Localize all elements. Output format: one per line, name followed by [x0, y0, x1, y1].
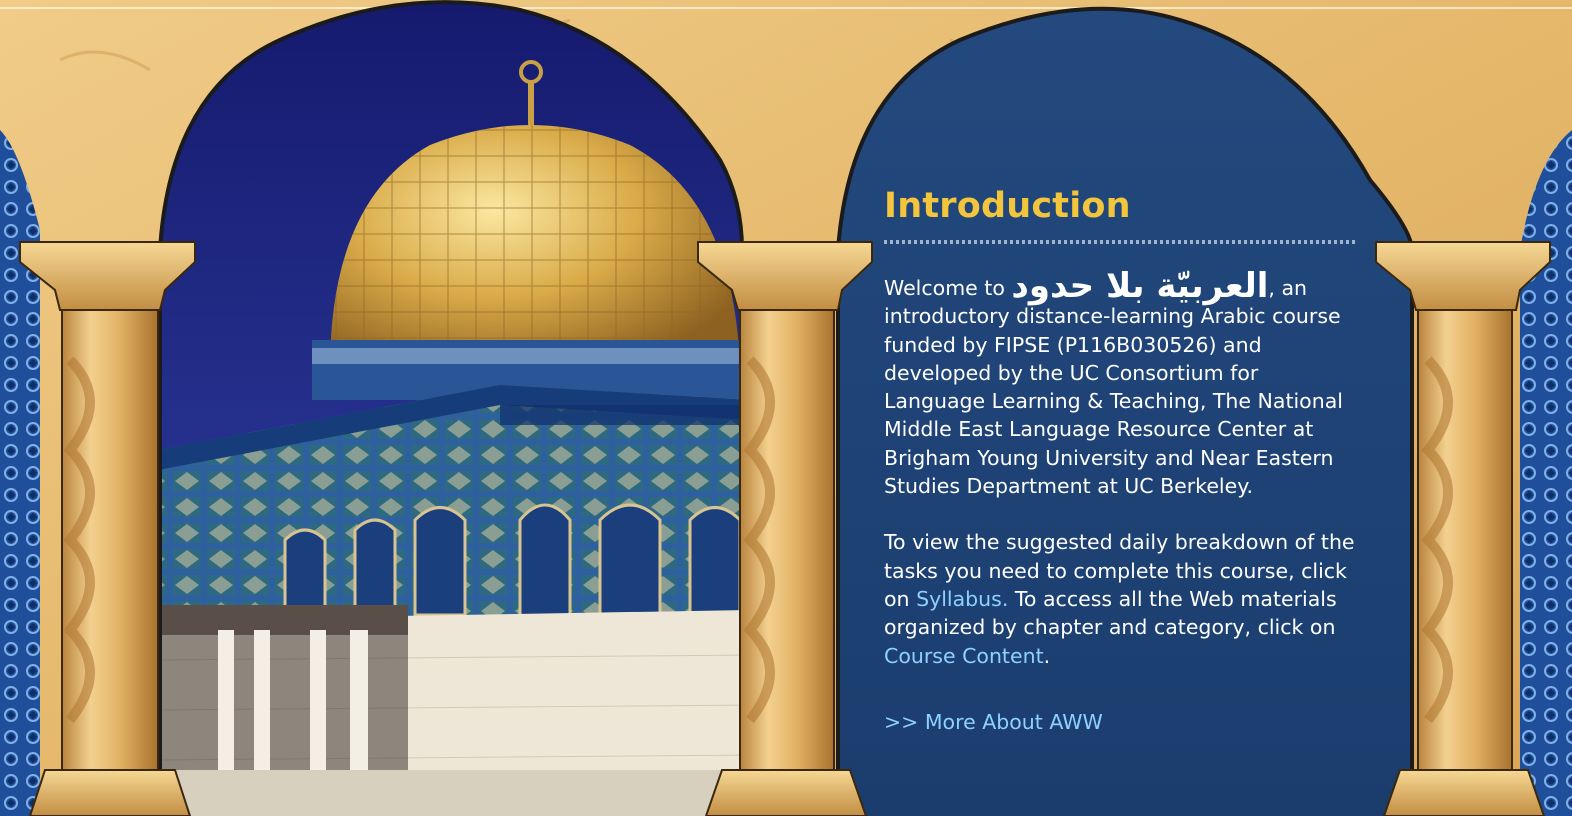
- page-title: Introduction: [884, 186, 1131, 226]
- title-divider: [884, 240, 1357, 244]
- welcome-prefix: Welcome to: [884, 276, 1012, 300]
- course-content-link[interactable]: Course Content: [884, 643, 1044, 668]
- more-about-aww-link[interactable]: >> More About AWW: [884, 709, 1103, 734]
- welcome-text: , an introductory distance-learning Arabic course funded by FIPSE (P116B030526) and developed by the UC Consortium for Language Learning & Teaching, The National Middle East Language Resource Center at Brigham Young University and Near Eastern Studies Department at UC Berkeley.: [884, 276, 1343, 499]
- syllabus-prefix: To view the suggested daily breakdown of the tasks you need to complete this course, click on: [884, 530, 1355, 611]
- welcome-paragraph: [884, 266, 1364, 500]
- navigation-paragraph: [884, 528, 1364, 669]
- intro-content: [884, 186, 1364, 734]
- content-suffix: .: [1043, 643, 1051, 668]
- syllabus-link[interactable]: Syllabus.: [916, 586, 1009, 611]
- content-prefix: To access all the Web materials organized by chapter and category, click on: [884, 586, 1337, 640]
- course-name-arabic: العربيّة بلا حدود: [1011, 266, 1269, 306]
- dome-of-the-rock-photo: [150, 0, 758, 816]
